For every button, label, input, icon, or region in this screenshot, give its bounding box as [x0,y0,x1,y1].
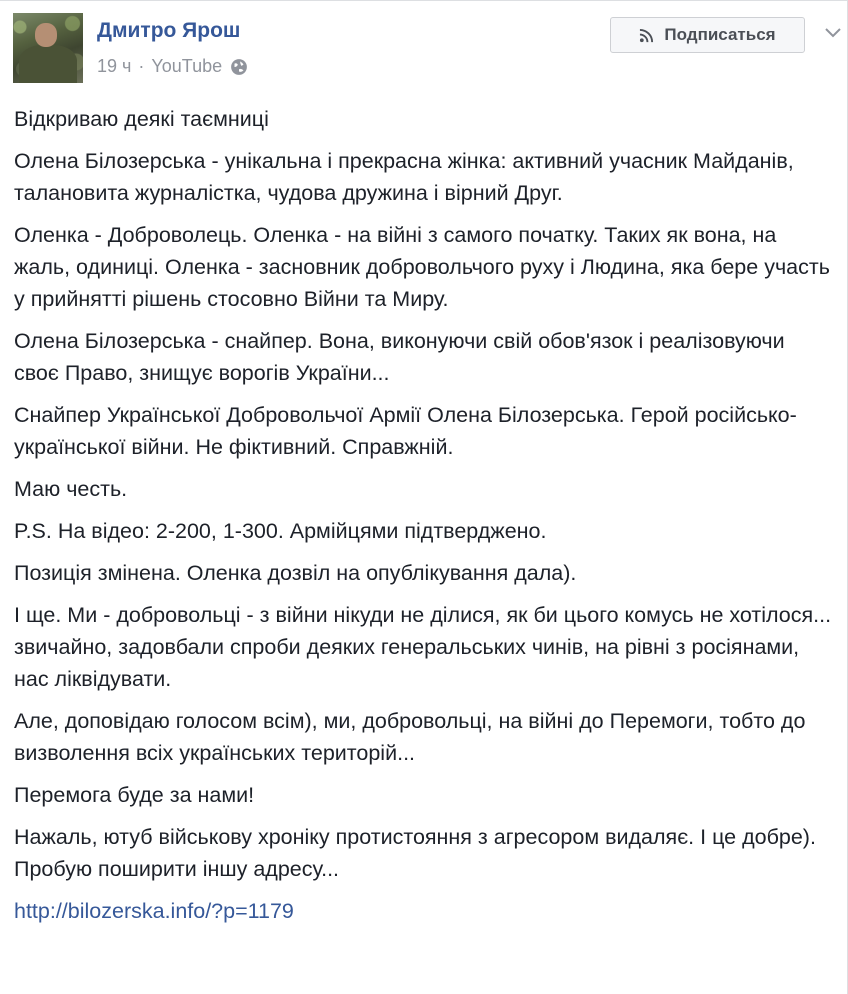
avatar-body [19,45,77,83]
post-body [14,103,834,937]
post-source[interactable]: YouTube [151,56,223,76]
rss-icon [639,28,654,43]
subscribe-button[interactable] [610,17,805,53]
post-paragraph: І ще. Ми - добровольці - з війни нікуди не ділися, як би цього комусь не хотілося... звичайно, задовбали спроби деяких генеральських чинів, на рівні з росіянами, нас ліквідувати. [14,603,832,691]
post-paragraph: Але, доповідаю голосом всім), ми, добровольці, на війні до Перемоги, тобто до визволення всіх українських територій... [14,709,806,765]
author-avatar[interactable] [13,13,83,83]
post-external-link[interactable]: http://bilozerska.info/?p=1179 [14,899,294,923]
post-paragraph: Снайпер Української Добровольчої Армії Олена Білозерська. Герой російсько-української війни. Не фіктивний. Справжній. [14,403,797,459]
chevron-down-icon[interactable] [823,23,843,43]
globe-icon[interactable] [230,58,248,76]
author-name-link[interactable]: Дмитро Ярош [97,19,241,42]
post-paragraph: Позиція змінена. Оленка дозвіл на опублікування дала). [14,561,577,585]
subscribe-label: Подписаться [664,25,776,44]
post-paragraph: Нажаль, ютуб військову хроніку протистояння з агресором видаляє. І це добре). Пробую поширити іншу адресу... [14,825,816,881]
post-timestamp[interactable]: 19 ч [97,56,132,76]
post-paragraph: Оленка - Доброволець. Оленка - на війні з самого початку. Таких як вона, на жаль, одиниці. Оленка - засновник добровольчого руху і Людина, яка бере участь у прийнятті рішень стосовно Війни та Миру. [14,223,830,311]
post-paragraph: Маю честь. [14,477,128,501]
avatar-head [35,23,57,47]
post-header [13,13,833,85]
post-link-paragraph [14,895,834,927]
post-paragraph: Перемога буде за нами! [14,783,255,807]
post-paragraph: Олена Білозерська - снайпер. Вона, виконуючи свій обов'язок і реалізовуючи своє Право, знищує ворогів України... [14,329,785,385]
post-paragraph: Олена Білозерська - унікальна і прекрасна жінка: активний учасник Майданів, талановита журналістка, чудова дружина і вірний Друг. [14,149,794,205]
post-paragraph: Відкриваю деякі таємниці [14,107,269,131]
post-paragraph: P.S. На відео: 2-200, 1-300. Армійцями підтверджено. [14,519,547,543]
top-border [0,0,848,1]
post-meta [97,56,248,77]
meta-separator: · [138,56,145,76]
